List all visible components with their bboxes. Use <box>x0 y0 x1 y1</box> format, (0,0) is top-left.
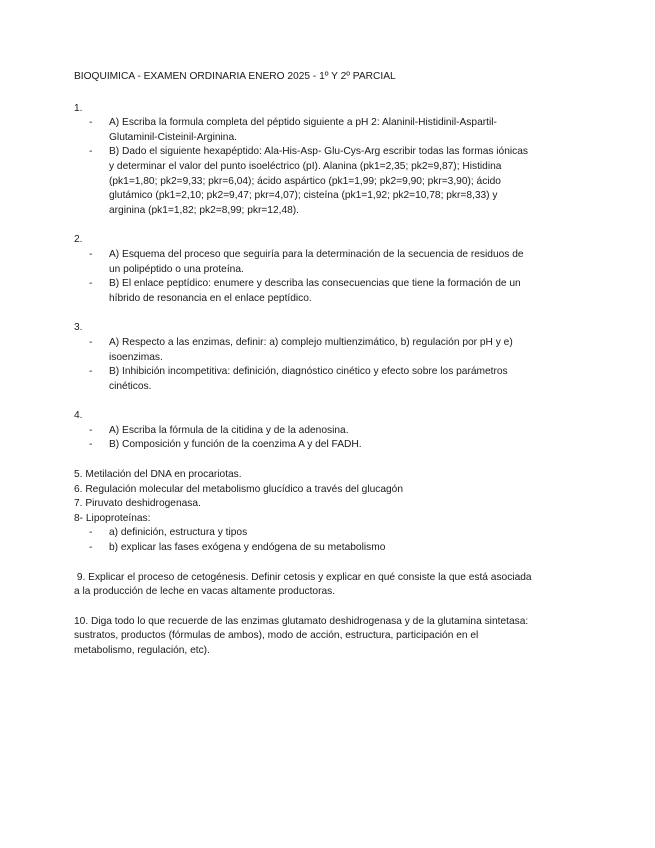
question-3-part-a <box>74 336 534 365</box>
question-3 <box>74 321 534 394</box>
question-1-number: 1. <box>74 102 83 114</box>
question-2-part-a <box>74 248 534 277</box>
question-5: 5. Metilación del DNA en procariotas. <box>74 469 242 481</box>
question-4 <box>74 409 534 453</box>
question-4-part-b <box>74 438 534 453</box>
bullet-dash: - <box>89 248 93 260</box>
exam-document <box>74 70 534 674</box>
question-2-part-b <box>74 277 534 306</box>
bullet-dash: - <box>89 424 93 436</box>
questions-5-to-8 <box>74 468 534 556</box>
question-8-part-a-text: a) definición, estructura y tipos <box>109 527 248 539</box>
bullet-dash: - <box>89 439 93 451</box>
question-1-part-a-text: A) Escriba la formula completa del péptido siguiente a pH 2: Alaninil-Histidinil-Aspartil-Glutaminil-Cisteinil-Arginina. <box>109 117 497 143</box>
question-3-parts <box>74 336 534 394</box>
question-1-part-a <box>74 116 534 145</box>
bullet-dash: - <box>89 366 93 378</box>
bullet-dash: - <box>89 146 93 158</box>
bullet-dash: - <box>89 278 93 290</box>
question-6: 6. Regulación molecular del metabolismo glucídico a través del glucagón <box>74 483 404 495</box>
question-7: 7. Piruvato deshidrogenasa. <box>74 498 201 510</box>
question-2-parts <box>74 248 534 306</box>
question-2 <box>74 233 534 306</box>
question-2-part-b-text: B) El enlace peptídico: enumere y describa las consecuencias que tiene la formación de un híbrido de resonancia en el enlace peptídico. <box>109 278 521 304</box>
question-8: 8- Lipoproteínas: <box>74 512 151 524</box>
bullet-dash: - <box>89 336 93 348</box>
question-4-part-b-text: B) Composición y función de la coenzima A y del FADH. <box>109 439 362 451</box>
question-3-number: 3. <box>74 322 83 334</box>
question-1-part-b-text: B) Dado el siguiente hexapéptido: Ala-His-Asp- Glu-Cys-Arg escribir todas las formas iónicas y determinar el valor del punto isoeléctrico (pI). Alanina (pk1=2,35; pk2=9,87); Histidina (pk1=1,80; pk2=9,33; pkr=6,04); ácido aspártico (pk1=1,99; pk2=9,90; pkr=3,90); ácido glutámico (pk1=2,10; pk2=9,47; pkr=4,07); cisteína (pk1=1,92; pk2=10,78; pkr=8,33) y arginina (pk1=1,82; pk2=8,99; pkr=12,48). <box>109 146 528 216</box>
question-8-part-a <box>74 526 534 541</box>
bullet-dash: - <box>89 542 93 554</box>
question-1-part-b <box>74 145 534 218</box>
question-1 <box>74 102 534 219</box>
question-4-number: 4. <box>74 410 83 422</box>
question-9-block <box>74 571 534 600</box>
question-8-part-b <box>74 541 534 556</box>
bullet-dash: - <box>89 117 93 129</box>
question-4-part-a-text: A) Escriba la fórmula de la citidina y de la adenosina. <box>109 424 349 436</box>
question-4-parts <box>74 424 534 453</box>
question-8-part-b-text: b) explicar las fases exógena y endógena de su metabolismo <box>109 542 386 554</box>
question-1-parts <box>74 116 534 218</box>
question-8-parts <box>74 526 534 555</box>
question-3-part-b-text: B) Inhibición incompetitiva: definición, diagnóstico cinético y efecto sobre los parámetros cinéticos. <box>109 366 508 392</box>
question-4-part-a <box>74 424 534 439</box>
question-3-part-a-text: A) Respecto a las enzimas, definir: a) complejo multienzimático, b) regulación por pH y e) isoenzimas. <box>109 336 513 363</box>
question-2-part-a-text: A) Esquema del proceso que seguiría para la determinación de la secuencia de residuos de un polipéptido o una proteína. <box>109 248 524 275</box>
question-10-block <box>74 615 534 659</box>
bullet-dash: - <box>89 527 93 539</box>
question-10: 10. Diga todo lo que recuerde de las enzimas glutamato deshidrogenasa y de la glutamina sintetasa: sustratos, productos (fórmulas de ambos), modo de acción, estructura, participación en el metabolismo, regulación, etc). <box>74 615 529 656</box>
question-9: 9. Explicar el proceso de cetogénesis. Definir cetosis y explicar en qué consiste la que está asociada a la producción de leche en vacas altamente productoras. <box>74 571 535 598</box>
question-2-number: 2. <box>74 234 83 246</box>
exam-title: BIOQUIMICA - EXAMEN ORDINARIA ENERO 2025 - 1º Y 2º PARCIAL <box>74 71 396 82</box>
question-3-part-b <box>74 365 534 394</box>
